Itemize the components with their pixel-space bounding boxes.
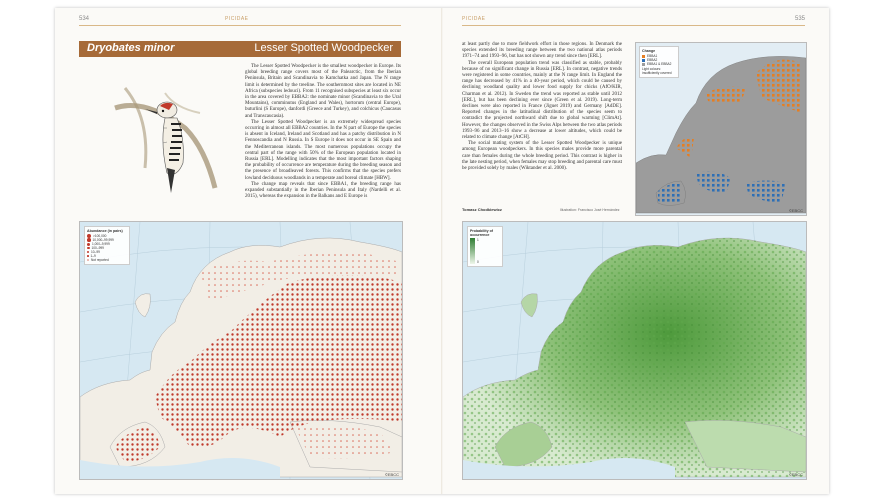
legend-item: EBBA1 bbox=[642, 54, 676, 58]
header-rule bbox=[462, 25, 805, 26]
change-legend bbox=[639, 46, 679, 78]
paragraph: The Lesser Spotted Woodpecker is an extremely widespread species occurring in almost all EBBA2 countries. In the N part of Europe the species is absent in Iceland, Ireland and Scotland and has a patchy distribution in N Fennoscandia and N Russia. In S Europe it does not occur in SE Spain and the Mediterranean islands. The most numerous populations occupy the central part of the range with 50% of the European population located in Russia [ERL]. Modelling indicates that the most important factors shaping the probability of occurrence are temperature during the breeding season and the presence of broadleaved forests. This confirms that the species prefers lowland deciduous woodlands in a temperate and boreal climate [HBW]. bbox=[245, 119, 401, 181]
probability-map-graphic bbox=[463, 222, 806, 479]
legend-item: 1–9 bbox=[87, 254, 127, 258]
page-number-left: 534 bbox=[79, 16, 90, 22]
legend-item: EBBA2 bbox=[642, 58, 676, 62]
paragraph: The change map reveals that since EBBA1, the breeding range has expanded substantially in the Iberian Peninsula and Italy (Nardelli et al. 2015), whereas the expansion in the Balkans and E Europe is bbox=[245, 181, 401, 200]
book-spread bbox=[55, 8, 829, 494]
running-head-right: PICIDAE bbox=[462, 16, 486, 22]
legend-title: Change bbox=[642, 49, 656, 53]
legend-item: Not reported bbox=[87, 258, 127, 262]
legend-title: Probability of occurrence bbox=[470, 229, 493, 237]
page-number-right: 535 bbox=[794, 16, 805, 22]
left-page bbox=[55, 8, 442, 494]
species-title-bar bbox=[79, 41, 401, 57]
abundance-legend bbox=[84, 226, 130, 265]
author: Tomasz Chodkiewicz bbox=[462, 207, 502, 212]
probability-gradient-bar bbox=[470, 238, 475, 264]
header-rule bbox=[79, 25, 401, 26]
running-head-left: PICIDAE bbox=[225, 16, 249, 22]
legend-title: Abundance (in pairs) bbox=[87, 229, 123, 233]
abundance-map bbox=[79, 221, 403, 480]
legend-item: 10–99 bbox=[87, 250, 127, 254]
woodpecker-illustration bbox=[105, 68, 225, 208]
change-map bbox=[635, 42, 807, 216]
legend-item: 100–999 bbox=[87, 246, 127, 250]
legend-low: 0 bbox=[477, 260, 479, 264]
paragraph: The social mating system of the Lesser Spotted Woodpecker is unique among European woodpeckers. In this species males provide more parental care than females during the whole breeding period. This contrast is higher in the late nesting period, when females may stop breeding and parental care must be provided solely by males (Wiktander et al. 2000). bbox=[462, 141, 622, 172]
map-copyright: ©EBCC bbox=[788, 472, 803, 477]
scientific-name: Dryobates minor bbox=[87, 42, 175, 54]
paragraph: The Lesser Spotted Woodpecker is the smallest woodpecker in Europe. Its global breeding range covers most of the Palearctic, from the Iberian Peninsula, Britain and Scandinavia to Kamchatka and Japan. The N range limit is determined by the treeline. The southernmost sites are located in NE Africa (subspecies ledouci). From 11 recognised subspecies at least six occur in the area covered by EBBA2: the nominate minor (Scandinavia to the Ural Mountains), comminutus (England and Wales), hortorum (central Europe), buturlini (S Europe), danfordi (Greece and Turkey), and colchicus (Caucasus and Transcaucasia). bbox=[245, 64, 401, 119]
legend-item: EBBA1 & EBBA2 bbox=[642, 62, 676, 66]
change-map-copyright: ©EBCC bbox=[788, 208, 803, 213]
map-copyright: ©EBCC bbox=[384, 472, 399, 477]
right-page bbox=[442, 8, 829, 494]
legend-item: 1,000–9,999 bbox=[87, 242, 127, 246]
common-name: Lesser Spotted Woodpecker bbox=[254, 42, 393, 54]
species-text-left bbox=[245, 64, 401, 200]
paragraph: at least partly due to more fieldwork effort in those regions. In Denmark the species extended its breeding range between the two national atlas periods 1971–74 and 1993–96, but has not shown any trend since then [ERL]. bbox=[462, 42, 622, 60]
legend-item: >100,000 bbox=[87, 234, 127, 238]
legend-item: 10,000–99,999 bbox=[87, 238, 127, 242]
probability-legend bbox=[467, 226, 503, 267]
paragraph: The overall European population trend was classified as stable, probably because of no significant change in Russia [ERL]. In contrast, negative trends were registered in some countries, mainly at the N range limit. In England the range has decreased by 41% in a 40-year period, which could be caused by declining woodland quality and lower food supply for chicks (AfO/KIR, Charman et al. 2012). In Sweden the trend was reported as stable until 2012 [ERL], but has been declining ever since (Green et al. 2019). Long-term declines were also reported in France (Jiguet 2019) and Germany [AdDE]. Reported changes in the latitudinal distribution of the species seem to contradict the projected northward shift due to global warming [ClimAt]. However, the changes observed in the Swiss Alps between the two atlas periods 1993–96 and 2013–16 show a decrease at lower altitudes, which could be related to climate change [AtCH]. bbox=[462, 60, 622, 141]
species-text-right bbox=[462, 42, 622, 172]
legend-note: Light colours: insufficiently covered bbox=[642, 67, 672, 75]
probability-map bbox=[462, 221, 807, 480]
legend-high: 1 bbox=[477, 238, 479, 242]
illustration-credit: Illustration: Francisco José Hernández bbox=[560, 208, 620, 212]
